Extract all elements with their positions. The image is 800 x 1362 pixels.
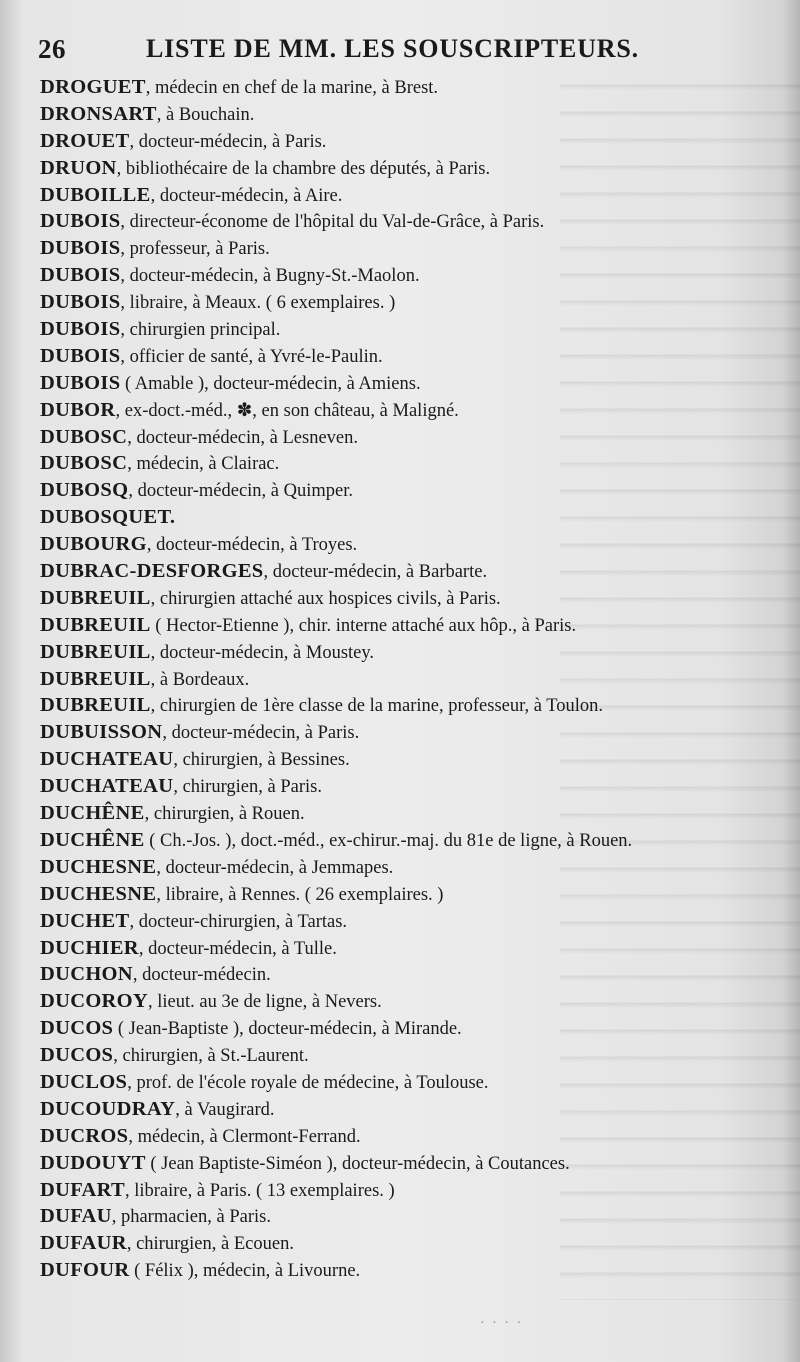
subscriber-surname: DUBREUIL [40, 694, 151, 717]
subscriber-details: , lieut. au 3e de ligne, à Nevers. [148, 992, 382, 1013]
list-item [40, 424, 800, 451]
subscriber-surname: DUCHÊNE [40, 828, 145, 851]
subscriber-details: , docteur-médecin, à Paris. [162, 723, 360, 744]
subscriber-surname: DUBOIS [40, 318, 121, 341]
subscriber-surname: DUBOSC [40, 425, 128, 448]
subscriber-details: , médecin, à Clermont-Ferrand. [128, 1126, 361, 1147]
list-item [40, 155, 800, 182]
subscriber-surname: DRUON [40, 156, 117, 179]
subscriber-details: ( Amable ), docteur-médecin, à Amiens. [120, 373, 421, 394]
subscriber-surname: DUCHIER [40, 936, 139, 959]
subscriber-details: , docteur-médecin, à Tulle. [138, 938, 337, 959]
list-item [40, 935, 800, 962]
list-item [40, 612, 800, 639]
running-title: LISTE DE MM. LES SOUSCRIPTEURS. [146, 34, 639, 63]
subscriber-details: , chirurgien, à Ecouen. [126, 1234, 294, 1255]
list-item [40, 988, 800, 1015]
subscriber-details: , ex-doct.-méd., ✽, en son château, à Maligné. [115, 400, 459, 421]
subscriber-details: , libraire, à Meaux. ( 6 exemplaires. ) [120, 293, 396, 314]
subscriber-details: , pharmacien, à Paris. [111, 1207, 271, 1228]
list-item [40, 370, 800, 397]
subscriber-details: , chirurgien, à St.-Laurent. [113, 1046, 309, 1067]
list-item [40, 1203, 800, 1230]
subscriber-details: , libraire, à Rennes. ( 26 exemplaires. ) [156, 884, 444, 905]
list-item [40, 235, 800, 262]
subscriber-surname: DUCOS [40, 1017, 114, 1040]
footer-ink-mark: · · · · [480, 1316, 524, 1331]
subscriber-surname: DUFOUR [40, 1259, 130, 1282]
subscriber-details: , docteur-chirurgien, à Tartas. [129, 911, 348, 932]
list-item [40, 504, 800, 531]
page-header [38, 30, 768, 70]
subscriber-details: , chirurgien de 1ère classe de la marine, professeur, à Toulon. [150, 696, 604, 717]
subscriber-surname: DUCHESNE [40, 882, 157, 905]
subscriber-surname: DUCHESNE [40, 855, 157, 878]
list-item [40, 1015, 800, 1042]
list-item [40, 1177, 800, 1204]
subscriber-details: , docteur-médecin, à Aire. [150, 185, 343, 206]
subscriber-surname: DUBREUIL [40, 640, 151, 663]
subscriber-surname: DUFART [40, 1178, 125, 1201]
subscriber-surname: DUBOSQUET. [40, 506, 176, 529]
subscriber-surname: DUBOIS [40, 264, 121, 287]
subscriber-surname: DUBREUIL [40, 613, 151, 636]
subscriber-surname: DUCHET [40, 909, 130, 932]
list-item [40, 854, 800, 881]
subscriber-surname: DUBOIS [40, 291, 121, 314]
subscriber-details: , docteur-médecin, à Barbarte. [263, 562, 488, 583]
subscriber-surname: DUBOIS [40, 344, 121, 367]
subscriber-surname: DUCLOS [40, 1070, 128, 1093]
subscriber-details: , docteur-médecin, à Jemmapes. [156, 857, 394, 878]
subscriber-details: , docteur-médecin, à Lesneven. [127, 427, 359, 448]
list-item [40, 639, 800, 666]
list-item [40, 692, 800, 719]
list-item [40, 477, 800, 504]
list-item [40, 208, 800, 235]
list-item [40, 1257, 800, 1284]
subscriber-details: , chirurgien, à Rouen. [144, 804, 305, 825]
list-item [40, 1230, 800, 1257]
list-item [40, 316, 800, 343]
subscriber-surname: DUBREUIL [40, 667, 151, 690]
subscriber-surname: DUBOILLE [40, 183, 151, 206]
subscriber-details: , bibliothécaire de la chambre des députés, à Paris. [116, 158, 491, 179]
subscriber-details: ( Jean Baptiste-Siméon ), docteur-médecin, à Coutances. [145, 1153, 570, 1174]
subscriber-details: , docteur-médecin, à Paris. [129, 131, 327, 152]
list-item [40, 961, 800, 988]
subscriber-details: , médecin, à Clairac. [127, 454, 280, 475]
list-item [40, 101, 800, 128]
subscriber-details: , chirurgien, à Bessines. [173, 750, 350, 771]
subscriber-surname: DRONSART [40, 102, 157, 125]
subscriber-details: , docteur-médecin, à Troyes. [146, 535, 358, 556]
list-item [40, 827, 800, 854]
subscriber-details: , à Vaugirard. [175, 1099, 275, 1120]
subscriber-details: , directeur-économe de l'hôpital du Val-de-Grâce, à Paris. [120, 212, 545, 233]
subscriber-details: , à Bordeaux. [150, 669, 250, 690]
subscriber-surname: DUBOURG [40, 533, 147, 556]
list-item [40, 1069, 800, 1096]
list-item [40, 1150, 800, 1177]
page-number: 26 [38, 34, 66, 64]
subscriber-surname: DROUET [40, 129, 130, 152]
subscriber-surname: DROGUET [40, 76, 146, 98]
subscriber-surname: DUBOSC [40, 452, 128, 475]
list-item [40, 182, 800, 209]
list-item [40, 746, 800, 773]
subscriber-details: , prof. de l'école royale de médecine, à Toulouse. [127, 1072, 489, 1093]
subscriber-details: , chirurgien attaché aux hospices civils, à Paris. [150, 588, 501, 609]
list-item [40, 558, 800, 585]
subscriber-surname: DUBOR [40, 398, 116, 421]
list-item [40, 773, 800, 800]
list-item [40, 585, 800, 612]
list-item [40, 1123, 800, 1150]
list-item [40, 666, 800, 693]
list-item [40, 289, 800, 316]
subscriber-details: , chirurgien, à Paris. [173, 777, 322, 798]
list-item [40, 450, 800, 477]
subscriber-details: , docteur-médecin. [132, 965, 271, 986]
subscriber-details: ( Jean-Baptiste ), docteur-médecin, à Mirande. [113, 1019, 462, 1040]
subscriber-list [40, 74, 800, 1284]
subscriber-details: ( Félix ), médecin, à Livourne. [129, 1261, 361, 1282]
list-item [40, 800, 800, 827]
subscriber-details: , officier de santé, à Yvré-le-Paulin. [120, 346, 383, 367]
list-item [40, 343, 800, 370]
list-item [40, 881, 800, 908]
subscriber-surname: DUBOIS [40, 371, 121, 394]
subscriber-surname: DUCROS [40, 1124, 129, 1147]
subscriber-details: , à Bouchain. [156, 104, 255, 125]
subscriber-details: ( Hector-Etienne ), chir. interne attaché aux hôp., à Paris. [150, 615, 577, 636]
subscriber-surname: DUCHATEAU [40, 748, 174, 771]
subscriber-surname: DUCOS [40, 1044, 114, 1067]
subscriber-surname: DUBOSQ [40, 479, 129, 502]
list-item [40, 908, 800, 935]
list-item [40, 262, 800, 289]
list-item [40, 74, 800, 101]
subscriber-surname: DUBREUIL [40, 586, 151, 609]
subscriber-surname: DUCHÊNE [40, 802, 145, 825]
subscriber-surname: DUCHATEAU [40, 775, 174, 798]
list-item [40, 1042, 800, 1069]
subscriber-details: , docteur-médecin, à Quimper. [128, 481, 354, 502]
subscriber-details: , chirurgien principal. [120, 320, 281, 341]
subscriber-surname: DUCOUDRAY [40, 1097, 176, 1120]
subscriber-surname: DUBRAC-DESFORGES [40, 560, 264, 583]
subscriber-details: , professeur, à Paris. [120, 239, 270, 260]
list-item [40, 397, 800, 424]
subscriber-details: , docteur-médecin, à Bugny-St.-Maolon. [120, 266, 420, 287]
subscriber-surname: DUCHON [40, 963, 133, 986]
subscriber-surname: DUBOIS [40, 237, 121, 260]
subscriber-surname: DUCOROY [40, 990, 149, 1013]
subscriber-details: ( Ch.-Jos. ), doct.-méd., ex-chirur.-maj. du 81e de ligne, à Rouen. [144, 830, 633, 851]
subscriber-surname: DUFAUR [40, 1232, 127, 1255]
subscriber-surname: DUBOIS [40, 210, 121, 233]
subscriber-details: , médecin en chef de la marine, à Brest. [145, 78, 439, 98]
subscriber-details: , libraire, à Paris. ( 13 exemplaires. ) [124, 1180, 395, 1201]
list-item [40, 128, 800, 155]
list-item [40, 1096, 800, 1123]
subscriber-surname: DUDOUYT [40, 1151, 146, 1174]
list-item [40, 719, 800, 746]
subscriber-surname: DUFAU [40, 1205, 112, 1228]
subscriber-surname: DUBUISSON [40, 721, 163, 744]
list-item [40, 531, 800, 558]
subscriber-details: , docteur-médecin, à Moustey. [150, 642, 375, 663]
